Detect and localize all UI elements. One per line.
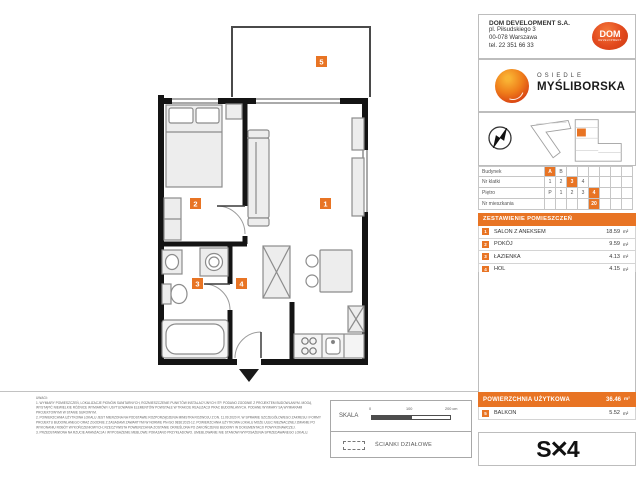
dom-development-logo: DOM DEVELOPMENT xyxy=(592,22,628,50)
marker-pokoj: 2 xyxy=(193,199,198,209)
rooms-table-title: ZESTAWIENIE POMIESZCZEŃ xyxy=(478,213,636,226)
location-table xyxy=(478,166,636,214)
toilet xyxy=(162,284,187,304)
kitchen-counter xyxy=(294,334,364,358)
table-row: 1 SALON Z ANEKSEM 18.59 m² xyxy=(478,226,636,239)
scale-label: SKALA xyxy=(339,413,359,419)
room-number-chip: 3 xyxy=(482,253,489,260)
shelf xyxy=(352,118,364,150)
developer-info-box xyxy=(478,14,636,59)
developer-phone: tel. 22 351 66 33 xyxy=(489,42,534,49)
room-number-chip: 2 xyxy=(482,241,489,248)
tv-stand xyxy=(352,158,364,216)
table-row: Nr klatki 1 2 3 4 xyxy=(478,177,636,188)
panel-spacer xyxy=(478,272,636,392)
info-panel xyxy=(478,0,638,480)
scale-tick: 100 xyxy=(406,407,413,411)
washbasin xyxy=(162,250,182,274)
scale-legend-box xyxy=(330,400,472,458)
notes-block xyxy=(36,396,328,456)
sofa xyxy=(248,130,269,226)
site-plan-map xyxy=(521,117,633,163)
usable-area-label: POWIERZCHNIA UŻYTKOWA xyxy=(483,396,570,403)
table-row: 4 HOL 4.15 m² xyxy=(478,264,636,277)
unit-location-highlight xyxy=(577,129,586,137)
marker-balkon: 5 xyxy=(319,57,324,67)
fridge xyxy=(348,306,364,332)
notes-heading: UWAGI: xyxy=(36,396,48,400)
compass-icon xyxy=(485,123,515,153)
table-row: Nr mieszkania 20 xyxy=(478,199,636,210)
room-number-chip: 4 xyxy=(482,266,489,273)
scale-tick: 200 cm xyxy=(445,407,458,411)
note-item: 3. PRZEDSTAWIONA NA RZUCIE ARANŻACJA I WYPOSAŻENIE MEBLOWE POKAZANO PRZYKŁADOWO. UMEBLOWANIE NIE STANOWI WYPOSAŻENIA SPRZEDAWANEGO LOKALU. xyxy=(36,431,309,435)
estate-name: MYŚLIBORSKA xyxy=(537,81,626,93)
marker-salon: 1 xyxy=(323,199,328,209)
table-row: 2 POKÓJ 9.59 m² xyxy=(478,239,636,252)
nightstand xyxy=(226,104,242,119)
scale-bar-empty xyxy=(411,415,451,420)
wardrobe xyxy=(164,198,181,240)
site-plan-box xyxy=(478,112,636,166)
balcony-row: 5 BALKON 5.52 m² xyxy=(478,407,636,420)
scale-tick: 0 xyxy=(369,407,372,411)
usable-area-value: 36.46 xyxy=(605,396,621,403)
bathtub xyxy=(162,320,228,358)
developer-name: DOM DEVELOPMENT S.A. xyxy=(489,20,570,27)
developer-address1: pl. Piłsudskiego 3 xyxy=(489,27,536,33)
entrance-marker xyxy=(239,369,259,382)
dining-table xyxy=(306,250,352,292)
architect-logo-box xyxy=(478,432,636,466)
note-item: 2. POWIERZCHNIA UŻYTKOWA LOKALU JEST MIERZONA NA PODSTAWIE ROZPORZĄDZENIA MINISTRA ROZWOJU Z DN. 11.09.2020 R. W SPRAWIE SZCZEGÓŁOWEGO ZAKRESU I FORMY PROJEKTU BUDOWLANEGO ORAZ ZGODNIE Z ZASADAMI ZAWARTYMI W NORMIE PN-ISO 9836:2015-12. POWIERZCHNIA UŻYTKOWA LOKALU MOŻE ULEC NIEZNACZNEJ ZMIANIE PO WYKONANIU ROBÓT WYKOŃCZENIOWYCH; RZECZYWISTA POWIERZCHNIA ZOSTANIE OKREŚLONA PO ZAKOŃCZENIU BUDOWY W DOKUMENTACJI POWYKONAWCZEJ. xyxy=(36,416,321,430)
rooms-table xyxy=(478,213,636,273)
sk4-logo: S✕4 xyxy=(536,435,578,462)
marker-hol: 4 xyxy=(239,279,244,289)
table-row: 3 ŁAZIENKA 4.13 m² xyxy=(478,251,636,264)
room-number-chip: 5 xyxy=(482,410,489,417)
balcony-outline xyxy=(232,27,370,97)
partition-wall-icon xyxy=(343,441,365,450)
bed xyxy=(166,105,222,187)
developer-address2: 00-078 Warszawa xyxy=(489,34,538,41)
usable-area-bar: POWIERZCHNIA UŻYTKOWA 36.46 m² xyxy=(478,392,636,407)
room-number-chip: 1 xyxy=(482,228,489,235)
estate-logo-box xyxy=(478,59,636,112)
table-row: Budynek A B xyxy=(478,166,636,177)
partition-wall-label: ŚCIANKI DZIAŁOWE xyxy=(375,442,433,448)
furniture xyxy=(162,104,364,358)
table-row: Piętro P 1 2 3 4 xyxy=(478,188,636,199)
marker-lazienka: 3 xyxy=(195,279,200,289)
hall-closet xyxy=(263,246,290,298)
scale-bar-filled xyxy=(371,415,411,420)
estate-name-top: OSIEDLE xyxy=(537,73,585,79)
estate-logo-icon xyxy=(495,69,529,103)
note-item: 1. WYMIARY POMIESZCZEŃ, LOKALIZACJE PIONÓW SANITARNYCH, ROZMIESZCZENIE PUNKTÓW INSTALACYJNYCH ITP. PODANO ZGODNIE Z PROJEKTEM BUDOWLANYM. MOGĄ WYSTĄPIĆ NIEWIELKIE RÓŻNICE WYMIARÓW I USYTUOWANIA ELEMENTÓW POWSTAŁE W TRAKCIE REALIZACJI PRAC BUDOWLANYCH. PODANE WYMIARY SĄ WYMIARAMI PROJEKTOWYMI W STANIE SUROWYM. xyxy=(36,401,312,415)
divider xyxy=(331,431,471,432)
washing-machine xyxy=(200,248,228,276)
divider xyxy=(0,391,478,392)
